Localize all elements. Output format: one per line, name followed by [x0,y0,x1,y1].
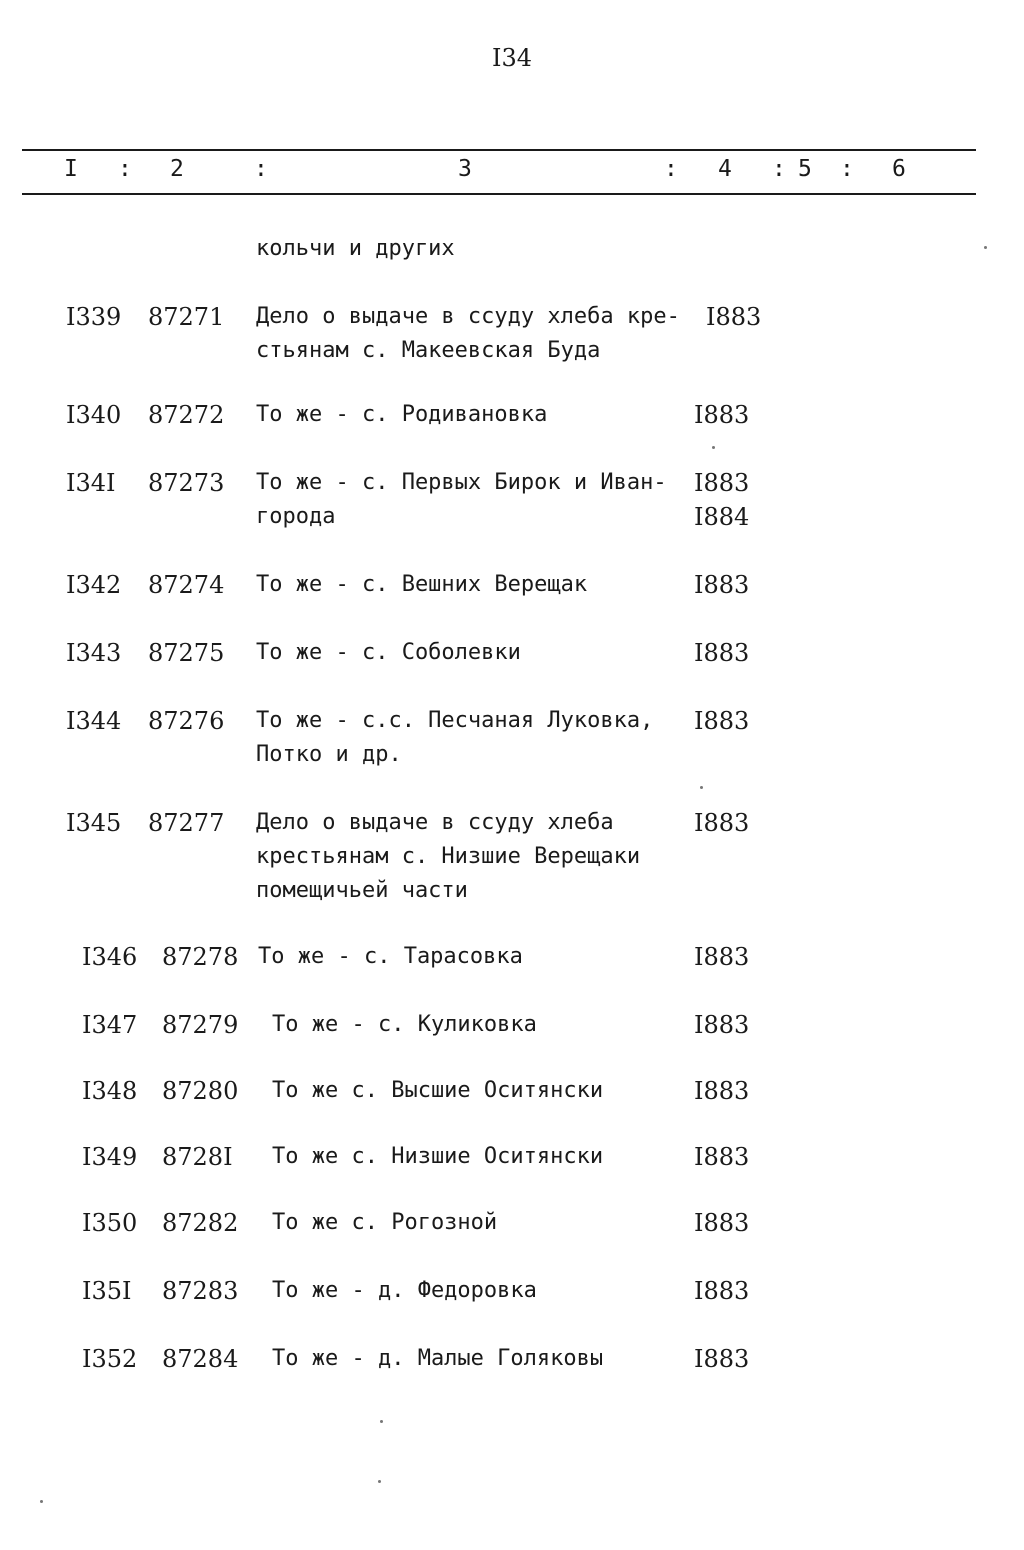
scan-speck [378,1480,381,1483]
item-title-line: крестьянам с. Низшие Верещаки [256,844,641,869]
item-title-line: То же - с. Вешних Верещак [256,572,588,597]
item-year: I883 [694,707,750,735]
item-code: 87276 [148,707,225,735]
item-number: I339 [66,303,122,331]
scan-speck [380,1420,383,1423]
item-year: I883 [694,1077,750,1105]
item-year: I883 [694,1143,750,1171]
column-header-6: 6 [892,156,906,182]
header-rule-top [22,149,976,151]
item-number: I350 [82,1209,138,1237]
item-year: I883 [694,1011,750,1039]
item-code: 87279 [162,1011,239,1039]
item-year: I883 [694,809,750,837]
column-separator: : [772,156,786,182]
item-code: 87274 [148,571,225,599]
scan-speck [712,446,715,449]
continuation-text: кольчи и других [256,236,455,261]
item-year: I883 [694,1209,750,1237]
item-number: I348 [82,1077,138,1105]
item-number: I349 [82,1143,138,1171]
item-code: 87273 [148,469,225,497]
item-title-line: То же с. Низшие Оситянски [272,1144,604,1169]
item-year: I883 [694,571,750,599]
item-code: 87272 [148,401,225,429]
item-number: I340 [66,401,122,429]
column-separator: : [664,156,678,182]
column-separator: : [840,156,854,182]
item-title-line: Потко и др. [256,742,402,767]
page-number: I34 [491,44,533,72]
column-separator: : [254,156,268,182]
scan-speck [40,1500,43,1503]
item-year: I883 [706,303,762,331]
item-year: I883 [694,1345,750,1373]
item-number: I35I [82,1277,132,1305]
item-number: I345 [66,809,122,837]
item-title-line: помещичьей части [256,878,468,903]
item-title-line: То же - д. Малые Голяковы [272,1346,604,1371]
column-header-1: I [64,156,78,182]
item-number: I343 [66,639,122,667]
item-year: I883 [694,943,750,971]
scan-speck [984,246,987,249]
item-code: 8728I [162,1143,233,1171]
item-year: I884 [694,503,750,531]
item-code: 87280 [162,1077,239,1105]
item-title-line: То же - с. Первых Бирок и Иван- [256,470,667,495]
item-title-line: То же - с. Куликовка [272,1012,537,1037]
item-year: I883 [694,1277,750,1305]
item-code: 87275 [148,639,225,667]
column-header-4: 4 [718,156,732,182]
item-number: I347 [82,1011,138,1039]
item-title-line: То же - с. Родивановка [256,402,548,427]
item-title-line: То же - с. Тарасовка [258,944,523,969]
item-number: I342 [66,571,122,599]
item-title-line: То же - с.с. Песчаная Луковка, [256,708,654,733]
column-header-2: 2 [170,156,184,182]
item-title-line: То же с. Высшие Оситянски [272,1078,604,1103]
item-code: 87278 [162,943,239,971]
column-header-5: 5 [798,156,812,182]
item-title-line: Дело о выдаче в ссуду хлеба [256,810,614,835]
item-title-line: То же - д. Федоровка [272,1278,537,1303]
item-title-line: города [256,504,336,529]
item-code: 87283 [162,1277,239,1305]
item-year: I883 [694,639,750,667]
scan-speck [700,786,703,789]
item-title-line: То же - с. Соболевки [256,640,521,665]
column-header-3: 3 [458,156,472,182]
item-code: 87282 [162,1209,239,1237]
column-separator: : [118,156,132,182]
item-number: I346 [82,943,138,971]
item-year: I883 [694,469,750,497]
item-code: 87271 [148,303,225,331]
item-code: 87277 [148,809,225,837]
header-rule-bottom [22,193,976,195]
item-number: I34I [66,469,116,497]
item-number: I344 [66,707,122,735]
item-title-line: Дело о выдаче в ссуду хлеба кре- [256,304,680,329]
item-code: 87284 [162,1345,239,1373]
item-title-line: стьянам с. Макеевская Буда [256,338,601,363]
item-title-line: То же с. Рогозной [272,1210,498,1235]
item-number: I352 [82,1345,138,1373]
item-year: I883 [694,401,750,429]
